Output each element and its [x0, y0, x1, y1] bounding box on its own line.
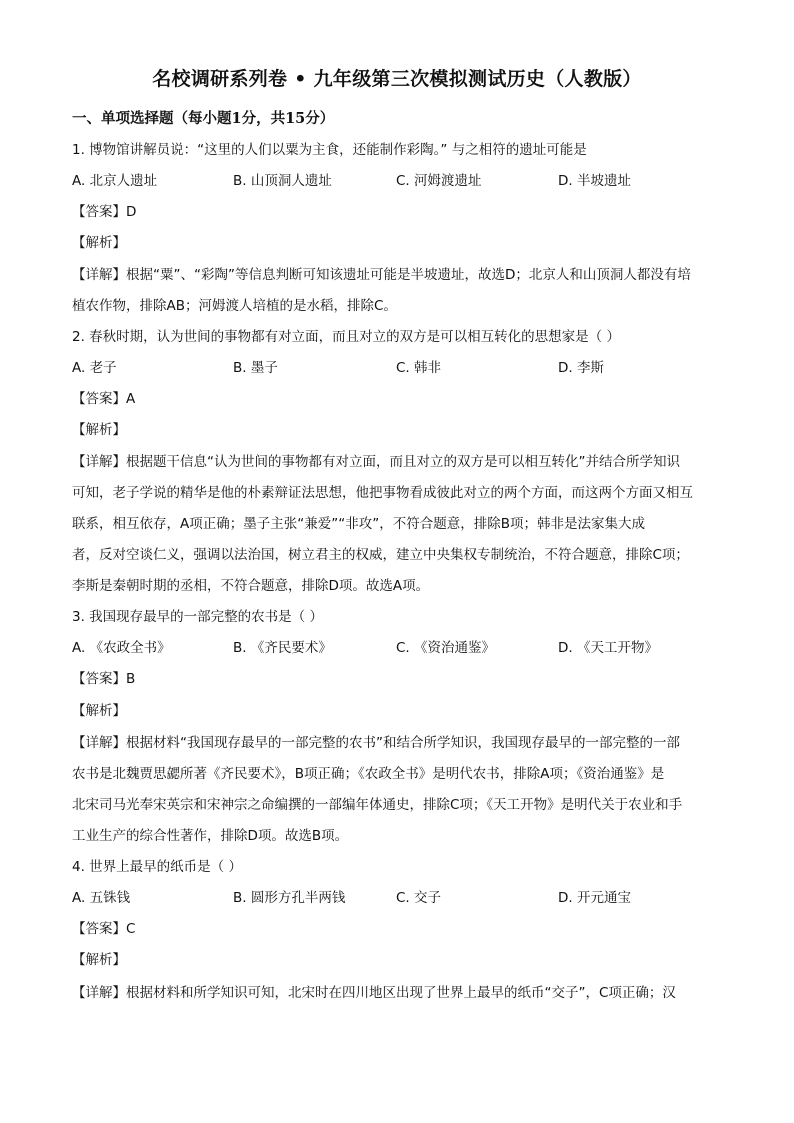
question-4-analysis-label: 【解析】: [72, 952, 126, 968]
question-4-option-b: B. 圆形方孔半两钱: [233, 890, 346, 906]
question-2-option-a: A. 老子: [72, 360, 117, 376]
question-1-answer: 【答案】D: [72, 204, 137, 220]
question-3-option-b: B. 《齐民要术》: [233, 640, 332, 656]
question-3-detail-line: 北宋司马光奉宋英宗和宋神宗之命编撰的一部编年体通史，排除C项；《天工开物》是明代关于农业和手: [72, 797, 683, 813]
question-4-detail-line: 【详解】根据材料和所学知识可知，北宋时在四川地区出现了世界上最早的纸币“交子”，C项正确；汉: [72, 985, 676, 1001]
section-heading: 一、单项选择题（每小题1分，共15分）: [72, 110, 335, 127]
question-2-option-c: C. 韩非: [396, 360, 442, 376]
question-1-stem: 1. 博物馆讲解员说：“这里的人们以粟为主食，还能制作彩陶。” 与之相符的遗址可能是: [72, 142, 587, 158]
question-2-option-d: D. 李斯: [558, 360, 604, 376]
question-2-detail-line: 可知，老子学说的精华是他的朴素辩证法思想，他把事物看成彼此对立的两个方面，而这两个方面又相互: [72, 485, 693, 501]
question-1-option-d: D. 半坡遗址: [558, 173, 631, 189]
question-3-detail-line: 【详解】根据材料“我国现存最早的一部完整的农书”和结合所学知识，我国现存最早的一部完整的一部: [72, 735, 680, 751]
question-3-answer: 【答案】B: [72, 671, 136, 687]
question-3-option-d: D. 《天工开物》: [558, 640, 658, 656]
question-2-answer: 【答案】A: [72, 391, 136, 407]
question-3-option-c: C. 《资治通鉴》: [396, 640, 496, 656]
question-1-detail-line: 植农作物，排除AB；河姆渡人培植的是水稻，排除C。: [72, 298, 397, 314]
question-3-stem: 3. 我国现存最早的一部完整的农书是（ ）: [72, 609, 323, 625]
question-2-detail-line: 者，反对空谈仁义，强调以法治国，树立君主的权威，建立中央集权专制统治，不符合题意，排除C项；: [72, 547, 689, 563]
question-2-stem: 2. 春秋时期，认为世间的事物都有对立面，而且对立的双方是可以相互转化的思想家是（ ）: [72, 329, 620, 345]
question-1-option-a: A. 北京人遗址: [72, 173, 158, 189]
page-title: 名校调研系列卷 • 九年级第三次模拟测试历史（人教版）: [152, 68, 642, 90]
question-4-option-c: C. 交子: [396, 890, 442, 906]
question-4-answer: 【答案】C: [72, 921, 136, 937]
question-3-detail-line: 工业生产的综合性著作，排除D项。故选B项。: [72, 828, 349, 844]
question-2-detail-line: 李斯是秦朝时期的丞相，不符合题意，排除D项。故选A项。: [72, 578, 430, 594]
question-4-stem: 4. 世界上最早的纸币是（ ）: [72, 859, 242, 875]
question-2-detail-line: 联系，相互依存，A项正确；墨子主张“兼爱”“非攻”，不符合题意，排除B项；韩非是法家集大成: [72, 516, 645, 532]
question-2-option-b: B. 墨子: [233, 360, 278, 376]
question-1-option-c: C. 河姆渡遗址: [396, 173, 482, 189]
question-3-detail-line: 农书是北魏贾思勰所著《齐民要术》，B项正确；《农政全书》是明代农书，排除A项；《资治通鉴》是: [72, 766, 665, 782]
question-4-option-d: D. 开元通宝: [558, 890, 631, 906]
question-2-analysis-label: 【解析】: [72, 422, 126, 438]
question-2-detail-line: 【详解】根据题干信息“认为世间的事物都有对立面，而且对立的双方是可以相互转化”并结合所学知识: [72, 454, 680, 470]
question-3-option-a: A. 《农政全书》: [72, 640, 171, 656]
question-1-analysis-label: 【解析】: [72, 235, 126, 251]
question-1-detail-line: 【详解】根据“粟”、“彩陶”等信息判断可知该遗址可能是半坡遗址，故选D；北京人和山顶洞人都没有培: [72, 267, 691, 283]
question-3-analysis-label: 【解析】: [72, 703, 126, 719]
question-4-option-a: A. 五铢钱: [72, 890, 131, 906]
question-1-option-b: B. 山顶洞人遗址: [233, 173, 332, 189]
